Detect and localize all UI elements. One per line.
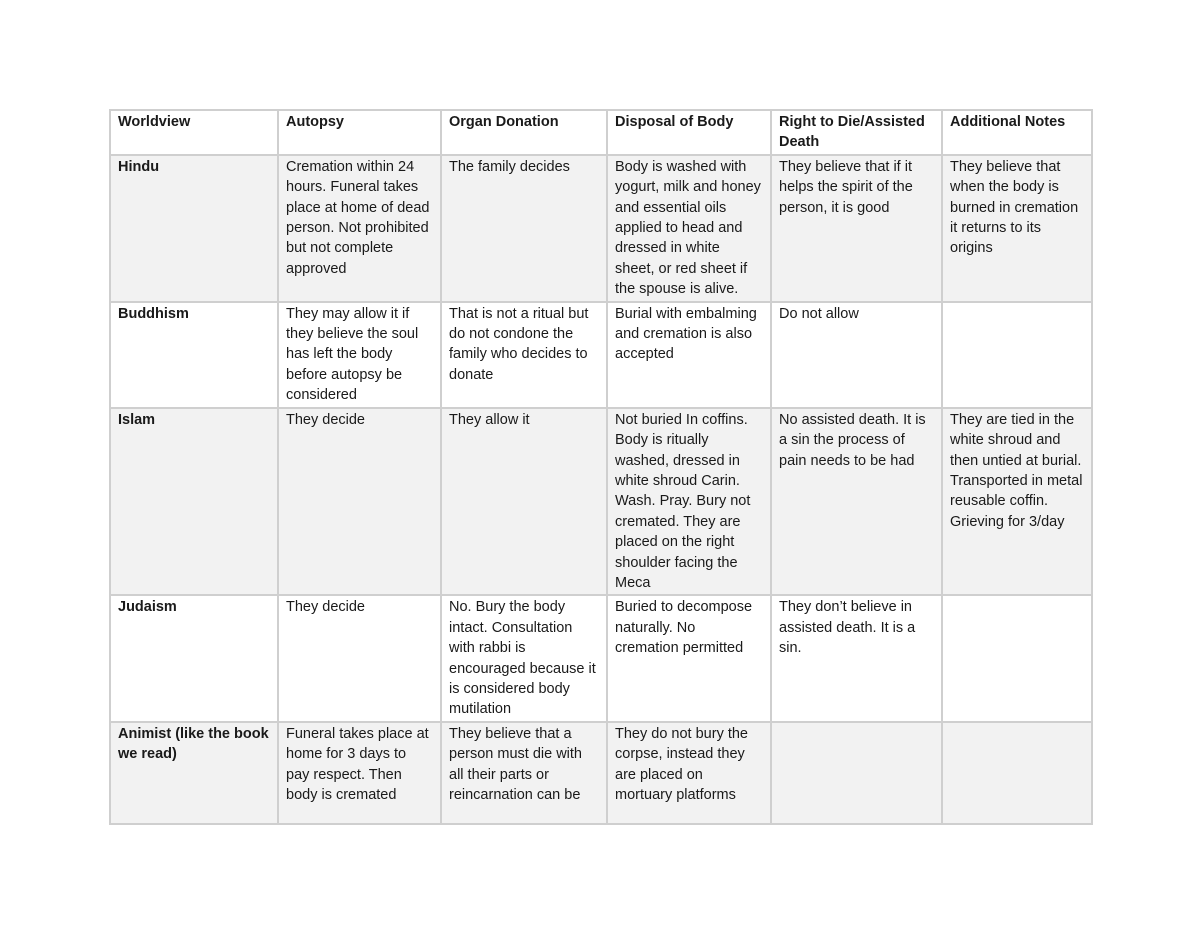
notes-cell (942, 722, 1092, 824)
notes-cell: They are tied in the white shroud and then untied at burial. Transported in metal reusable coffin. Grieving for 3/day (942, 408, 1092, 596)
worldview-cell: Judaism (110, 595, 278, 721)
right-to-die-cell: No assisted death. It is a sin the process of pain needs to be had (771, 408, 942, 596)
header-disposal-of-body: Disposal of Body (607, 110, 771, 155)
worldview-comparison-table (109, 109, 1093, 825)
right-to-die-cell (771, 722, 942, 824)
autopsy-cell: Funeral takes place at home for 3 days to pay respect. Then body is cremated (278, 722, 441, 824)
autopsy-cell: They decide (278, 408, 441, 596)
notes-cell (942, 302, 1092, 408)
disposal-cell: Body is washed with yogurt, milk and honey and essential oils applied to head and dressed in white sheet, or red sheet if the spouse is alive. (607, 155, 771, 302)
table-row-animist (110, 722, 1092, 824)
disposal-cell: Not buried In coffins. Body is ritually washed, dressed in white shroud Carin. Wash. Pray. Bury not cremated. They are placed on the right shoulder facing the Meca (607, 408, 771, 596)
header-organ-donation: Organ Donation (441, 110, 607, 155)
organ-donation-cell: They allow it (441, 408, 607, 596)
worldview-cell: Buddhism (110, 302, 278, 408)
header-autopsy: Autopsy (278, 110, 441, 155)
worldview-cell: Hindu (110, 155, 278, 302)
notes-cell (942, 595, 1092, 721)
header-worldview: Worldview (110, 110, 278, 155)
organ-donation-cell: They believe that a person must die with all their parts or reincarnation can be (441, 722, 607, 824)
organ-donation-cell: The family decides (441, 155, 607, 302)
table-row-hindu (110, 155, 1092, 302)
autopsy-cell: They decide (278, 595, 441, 721)
right-to-die-cell: They believe that if it helps the spirit of the person, it is good (771, 155, 942, 302)
disposal-cell: They do not bury the corpse, instead they are placed on mortuary platforms (607, 722, 771, 824)
organ-donation-cell: That is not a ritual but do not condone the family who decides to donate (441, 302, 607, 408)
disposal-cell: Buried to decompose naturally. No cremation permitted (607, 595, 771, 721)
autopsy-cell: Cremation within 24 hours. Funeral takes place at home of dead person. Not prohibited but not complete approved (278, 155, 441, 302)
worldview-cell: Islam (110, 408, 278, 596)
notes-cell: They believe that when the body is burned in cremation it returns to its origins (942, 155, 1092, 302)
right-to-die-cell: Do not allow (771, 302, 942, 408)
right-to-die-cell: They don’t believe in assisted death. It is a sin. (771, 595, 942, 721)
header-additional-notes: Additional Notes (942, 110, 1092, 155)
organ-donation-cell: No. Bury the body intact. Consultation with rabbi is encouraged because it is considered body mutilation (441, 595, 607, 721)
worldview-cell: Animist (like the book we read) (110, 722, 278, 824)
disposal-cell: Burial with embalming and cremation is also accepted (607, 302, 771, 408)
header-right-to-die: Right to Die/Assisted Death (771, 110, 942, 155)
table-row-buddhism (110, 302, 1092, 408)
table-row-islam (110, 408, 1092, 596)
table-row-judaism (110, 595, 1092, 721)
autopsy-cell: They may allow it if they believe the soul has left the body before autopsy be considered (278, 302, 441, 408)
table-header-row (110, 110, 1092, 155)
